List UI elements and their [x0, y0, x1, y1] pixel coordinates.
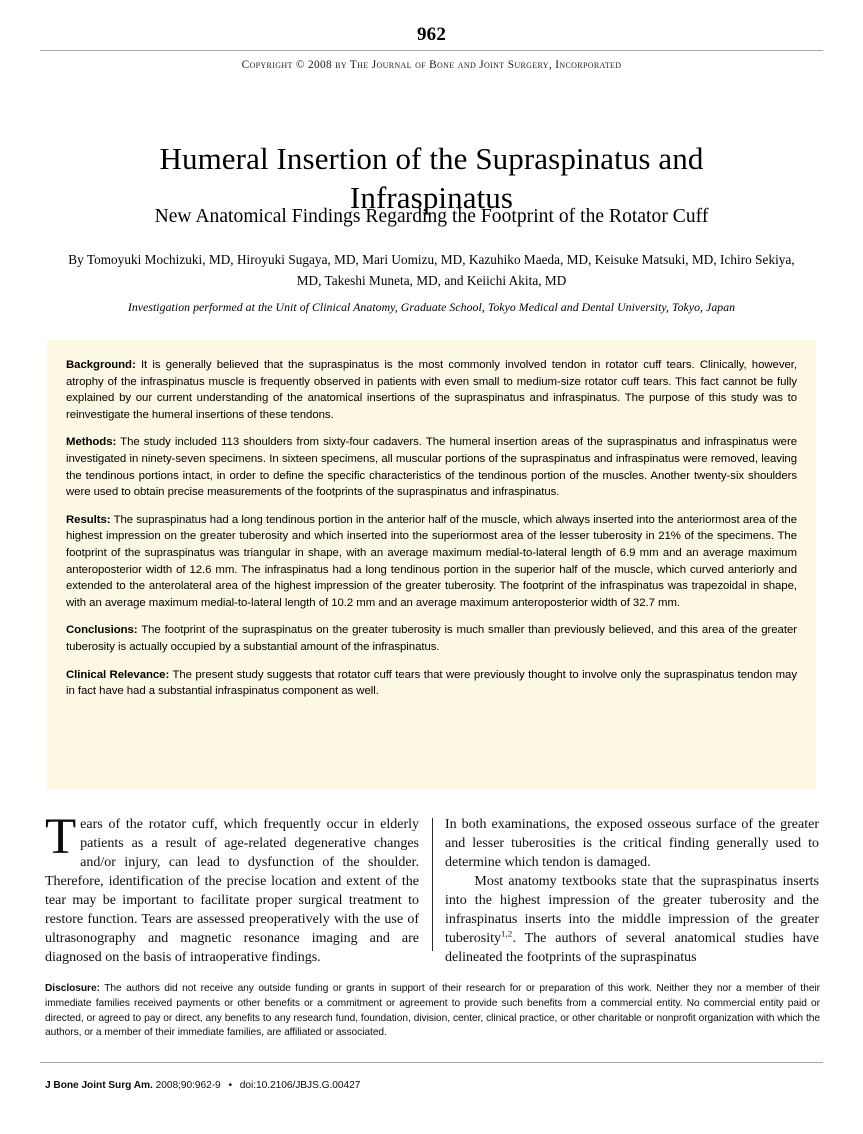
page-subtitle: New Anatomical Findings Regarding the Footprint of the Rotator Cuff — [154, 206, 709, 227]
footer-volume-pages: 2008;90:962-9 — [155, 1080, 221, 1091]
body-paragraph-text: In both examinations, the exposed osseous surface of the greater and lesser tuberosities is the critical finding generally used to determine which tendon is damaged. — [445, 817, 819, 870]
abstract-methods-text: The study included 113 shoulders from sixty-four cadavers. The humeral insertion areas of the supraspinatus and infraspinatus were investigated in ninety-seven specimens. In sixteen specimens, all muscular portions of the supraspinatus and infraspinatus were removed, leaving the tendinous portions intact, in order to define the specific characteristics of the tendinous portion of the muscles. Another twenty-six shoulders were used to obtain precise measurements of the footprints of the supraspinatus and infraspinatus. — [66, 436, 797, 499]
body-column-right — [445, 816, 819, 968]
footer-bullet-icon: • — [228, 1080, 232, 1091]
page-title: Humeral Insertion of the Supraspinatus and Infraspinatus — [159, 140, 704, 216]
page-number: 962 — [416, 24, 447, 45]
citation-reference: 1,2 — [501, 928, 513, 939]
drop-cap: T — [45, 809, 77, 865]
disclosure-text: The authors did not receive any outside funding or grants in support of their research for or preparation of this work. Neither they nor a member of their immediate families received payments or other benefits or a commitment or agreement to provide such benefits from a commercial entity. No commercial entity paid or directed, or agreed to pay or direct, any benefits to any research fund, foundation, division, center, clinical practice, or other charitable or nonprofit organization with which the authors, or a member of their immediate families, are affiliated or associated. — [45, 983, 820, 1039]
disclosure-label: Disclosure: — [45, 983, 100, 994]
column-divider — [432, 818, 433, 951]
body-paragraph — [45, 809, 419, 968]
footer-journal-name: J Bone Joint Surg Am. — [45, 1080, 153, 1091]
abstract-conclusions-label: Conclusions: — [66, 624, 138, 637]
abstract-results — [66, 512, 797, 612]
body-paragraph-text-cont: . The authors of several anatomical studies have delineated the footprints of the supraspinatus — [445, 930, 819, 965]
abstract-clinical-relevance-text: The present study suggests that rotator cuff tears that were previously thought to involve only the supraspinatus tendon may in fact have had a substantial infraspinatus component as well. — [66, 668, 797, 698]
abstract-conclusions-text: The footprint of the supraspinatus on the greater tuberosity is much smaller than previously believed, and this area of the greater tuberosity is actually occupied by a substantial amount of the infraspinatus. — [66, 624, 797, 653]
abstract-panel — [47, 340, 816, 790]
body-paragraph — [445, 816, 819, 873]
abstract-background — [66, 357, 797, 423]
header-divider — [40, 50, 823, 51]
body-column-left — [45, 809, 419, 968]
abstract-background-text: It is generally believed that the supraspinatus is the most commonly involved tendon in rotator cuff tears. Clinically, however, atrophy of the infraspinatus muscle is frequently observed in patients with even small to medium-size rotator cuff tears. This fact cannot be fully explained by our current understanding of the anatomical insertions of the supraspinatus and infraspinatus. The purpose of this study was to reinvestigate the humeral insertions of these tendons. — [66, 359, 797, 421]
footer-citation — [45, 1080, 820, 1091]
affiliation-line: Investigation performed at the Unit of Clinical Anatomy, Graduate School, Tokyo Medical and Dental University, Tokyo, Japan — [127, 300, 736, 314]
abstract-results-text: The supraspinatus had a long tendinous portion in the anterior half of the muscle, which always inserted into the anteriormost area of the highest impression on the greater tuberosity and which inserted into the superiormost area of the lesser tuberosity in 21% of the specimens. The footprint of the supraspinatus was triangular in shape, with an average maximum medial-to-lateral length of 6.9 mm and an average maximum anteroposterior width of 12.6 mm. The infraspinatus had a long tendinous portion in the superior half of the muscle, which curved anteriorly and extended to the anterolateral area of the highest impression of the greater tuberosity. The footprint of the infraspinatus was trapezoidal in shape, with an average maximum medial-to-lateral length of 10.2 mm and an average maximum anteroposterior width of 32.7 mm. — [66, 513, 797, 609]
body-paragraph-text: Most anatomy textbooks state that the supraspinatus inserts into the highest impression of the greater tuberosity and the infraspinatus inserts into the middle impression of the greater tuberosity — [445, 873, 819, 946]
copyright-line: Copyright © 2008 by The Journal of Bone and Joint Surgery, Incorporated — [241, 59, 622, 71]
body-paragraph — [445, 873, 819, 968]
body-paragraph-text: ears of the rotator cuff, which frequently occur in elderly patients as a result of age-related degenerative changes and/or injury, can lead to dysfunction of the shoulder. Therefore, identification of the precise location and extent of the tear may be important to facilitate proper surgical treatment to restore function. Tears are assessed preoperatively with the use of ultrasonography and magnetic resonance imaging and are diagnosed on the basis of intraoperative findings. — [45, 817, 419, 965]
abstract-background-label: Background: — [66, 359, 136, 371]
footer-divider — [40, 1062, 823, 1063]
abstract-methods-label: Methods: — [66, 436, 117, 449]
abstract-clinical-relevance — [66, 667, 797, 700]
author-list: By Tomoyuki Mochizuki, MD, Hiroyuki Sugaya, MD, Mari Uomizu, MD, Kazuhiko Maeda, MD, Keisuke Matsuki, MD, Ichiro Sekiya, MD, Takeshi Muneta, MD, and Keiichi Akita, MD — [68, 252, 795, 289]
footer-doi: doi:10.2106/JBJS.G.00427 — [239, 1080, 361, 1091]
abstract-conclusions — [66, 622, 797, 655]
abstract-methods — [66, 434, 797, 500]
abstract-clinical-relevance-label: Clinical Relevance: — [66, 668, 170, 681]
abstract-results-label: Results: — [66, 513, 111, 526]
disclosure-note — [45, 982, 820, 1041]
